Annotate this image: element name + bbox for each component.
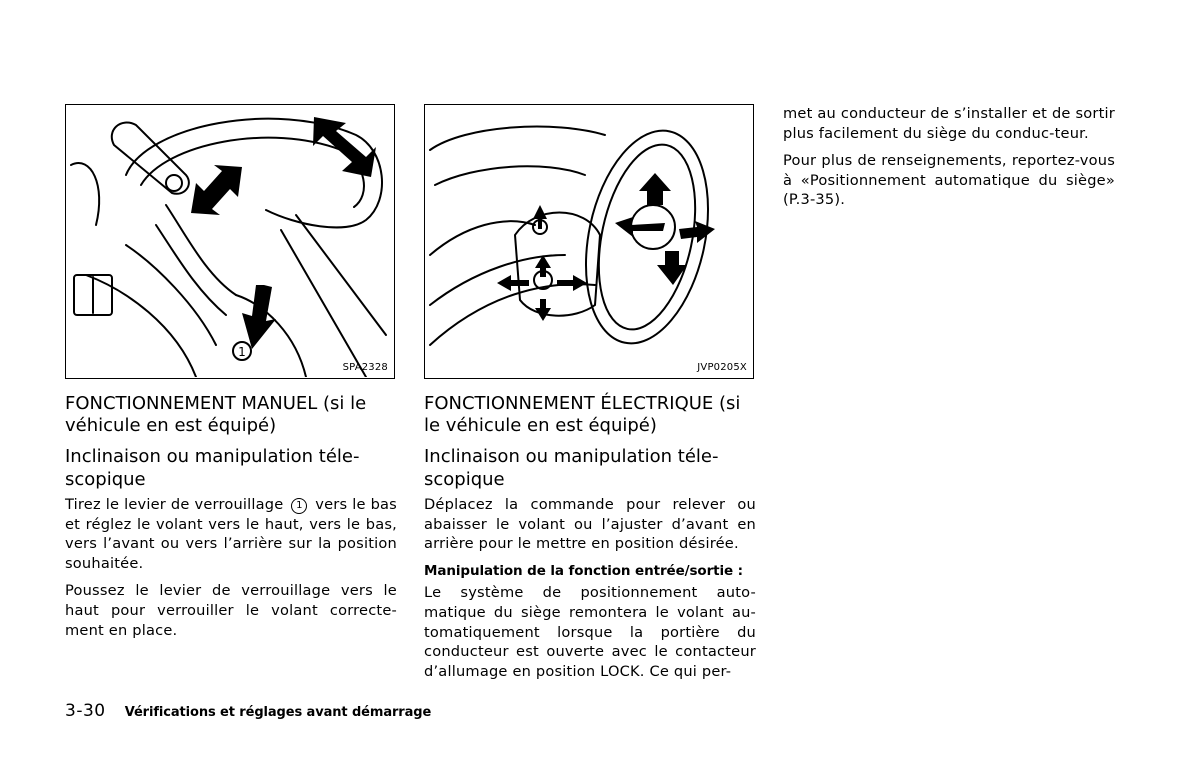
paragraph-continued: met au conducteur de s’installer et de sortir plus facilement du siège du conduc-teur. <box>783 105 1115 142</box>
section-heading-manual: FONCTIONNEMENT MANUEL (si le véhicule en est équipé) <box>65 393 367 436</box>
paragraph-reference: Pour plus de renseignements, reportez-vous à «Positionnement automatique du siège» (P.3-35). <box>783 152 1115 209</box>
subsection-entry-exit: Manipulation de la fonction entrée/sortie : <box>424 562 743 579</box>
page-footer <box>65 701 431 721</box>
paragraph-switch-operation: Déplacez la commande pour relever ou abaisser le volant ou l’ajuster d’avant en arrière pour le mettre en position désirée. <box>424 496 756 553</box>
page-number: 3-30 <box>65 701 106 721</box>
manual-steering-illustration <box>66 105 393 377</box>
lever-marker-icon: 1 <box>291 498 307 514</box>
section-heading-electric: FONCTIONNEMENT ÉLECTRIQUE (si le véhicule en est équipé) <box>424 393 741 436</box>
subheading-tilt-electric: Inclinaison ou manipulation téle-scopique <box>424 446 719 490</box>
subheading-tilt-manual: Inclinaison ou manipulation téle-scopique <box>65 446 360 490</box>
figure-manual-steering <box>65 104 395 379</box>
paragraph-auto-position: Le système de positionnement auto-matique du siège remontera le volant au-tomatiquement lorsque la portière du conducteur est ouverte avec le contacteur d’allumage en position LOCK. Ce qui per- <box>424 584 756 680</box>
figure-code: JVP0205X <box>697 362 747 373</box>
figure-marker-label: 1 <box>238 345 246 359</box>
section-title: Vérifications et réglages avant démarrage <box>124 705 432 720</box>
paragraph-lever-lock: Poussez le levier de verrouillage vers le haut pour verrouiller le volant correcte-ment en place. <box>65 582 397 639</box>
figure-electric-steering <box>424 104 754 379</box>
electric-steering-illustration <box>425 105 752 377</box>
column-manual <box>65 393 397 648</box>
paragraph-lever-release: Tirez le levier de verrouillage 1 vers le bas et réglez le volant vers le haut, vers le bas, vers l’avant ou vers l’arrière sur la position souhaitée. <box>65 496 397 572</box>
column-electric <box>424 393 756 689</box>
figure-code: SPA2328 <box>342 362 388 373</box>
column-continued <box>783 104 1115 218</box>
